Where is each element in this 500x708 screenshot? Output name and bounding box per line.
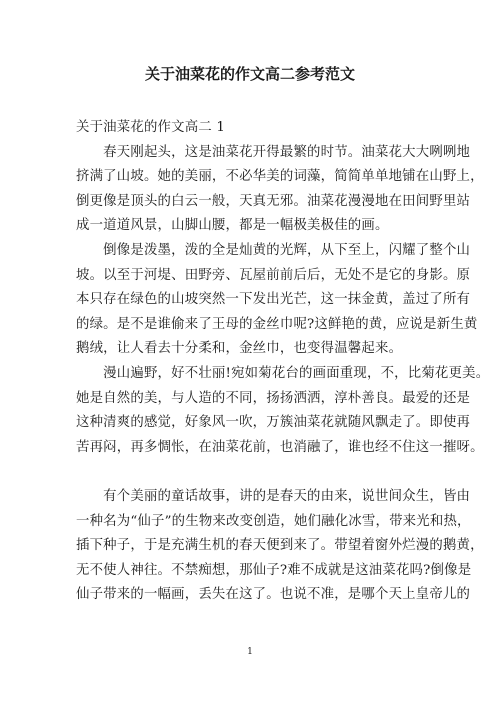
paragraph-line: 本只存在绿色的山坡突然一下发出光芒，这一抹金黄，盖过了所有 — [76, 292, 471, 308]
paragraph-line: 她是自然的美，与人造的不同，扬扬洒洒，淳朴善良。最爱的还是 — [76, 390, 471, 406]
paragraph-line: 插下种子，于是充满生机的春天便到来了。带望着窗外烂漫的鹅黄， — [76, 538, 484, 554]
paragraph — [76, 141, 484, 239]
document-title: 关于油菜花的作文高二参考范文 — [144, 65, 355, 83]
paragraph — [76, 239, 478, 362]
paragraph — [76, 485, 484, 608]
paragraph — [76, 362, 490, 460]
paragraph-line: 仙子带来的一幅画，丢失在这了。也说不准，是哪个天上皇帝儿的 — [76, 587, 471, 603]
paragraph-line: 倒像是泼墨，泼的全是灿黄的光辉，从下至上，闪耀了整个山 — [76, 242, 471, 258]
paragraph-line: 倒更像是顶头的白云一般，天真无邪。油菜花漫漫地在田间野里站 — [76, 193, 471, 209]
paragraph-line: 鹅绒，让人看去十分柔和，金丝巾，也变得温馨起来。 — [76, 341, 403, 357]
paragraph-line: 这种清爽的感觉，好象风一吹，万簇油菜花就随风飘走了。即使再 — [76, 415, 471, 431]
paragraph-line: 无不使人神往。不禁痴想，那仙子?难不成就是这油菜花吗?倒像是 — [76, 562, 472, 578]
document-body — [76, 116, 490, 608]
paragraph-line: 苦再闷，再多惆怅，在油菜花前，也消融了，谁也经不住这一摧呀。 — [76, 439, 484, 455]
paragraph-gap — [76, 460, 430, 485]
section-subtitle: 关于油菜花的作文高二 1 — [76, 120, 226, 135]
paragraph-line: 坡。以至于河堤、田野旁、瓦屋前前后后，无处不是它的身影。原 — [76, 267, 471, 283]
paragraph-line: 春天刚起头，这是油菜花开得最繁的时节。油菜花大大咧咧地 — [76, 144, 471, 160]
paragraph-line: 挤满了山坡。她的美丽，不必华美的词藻，简简单单地铺在山野上， — [76, 169, 484, 185]
paragraph-line: 成一道道风景，山脚山腰，都是一幅极美极佳的画。 — [76, 218, 389, 234]
page-number: 1 — [247, 647, 253, 657]
paragraph-line: 一种名为“仙子”的生物来改变创造，她们融化冰雪，带来光和热， — [76, 513, 471, 529]
paragraph-line: 的绿。是不是谁偷来了王母的金丝巾呢?这鲜艳的黄，应说是新生黄 — [76, 316, 478, 332]
paragraph-line: 漫山遍野，好不壮丽!宛如菊花台的画面重现，不，比菊花更美。 — [76, 365, 490, 381]
paragraph-line: 有个美丽的童话故事，讲的是春天的由来，说世间众生，皆由 — [76, 488, 471, 504]
